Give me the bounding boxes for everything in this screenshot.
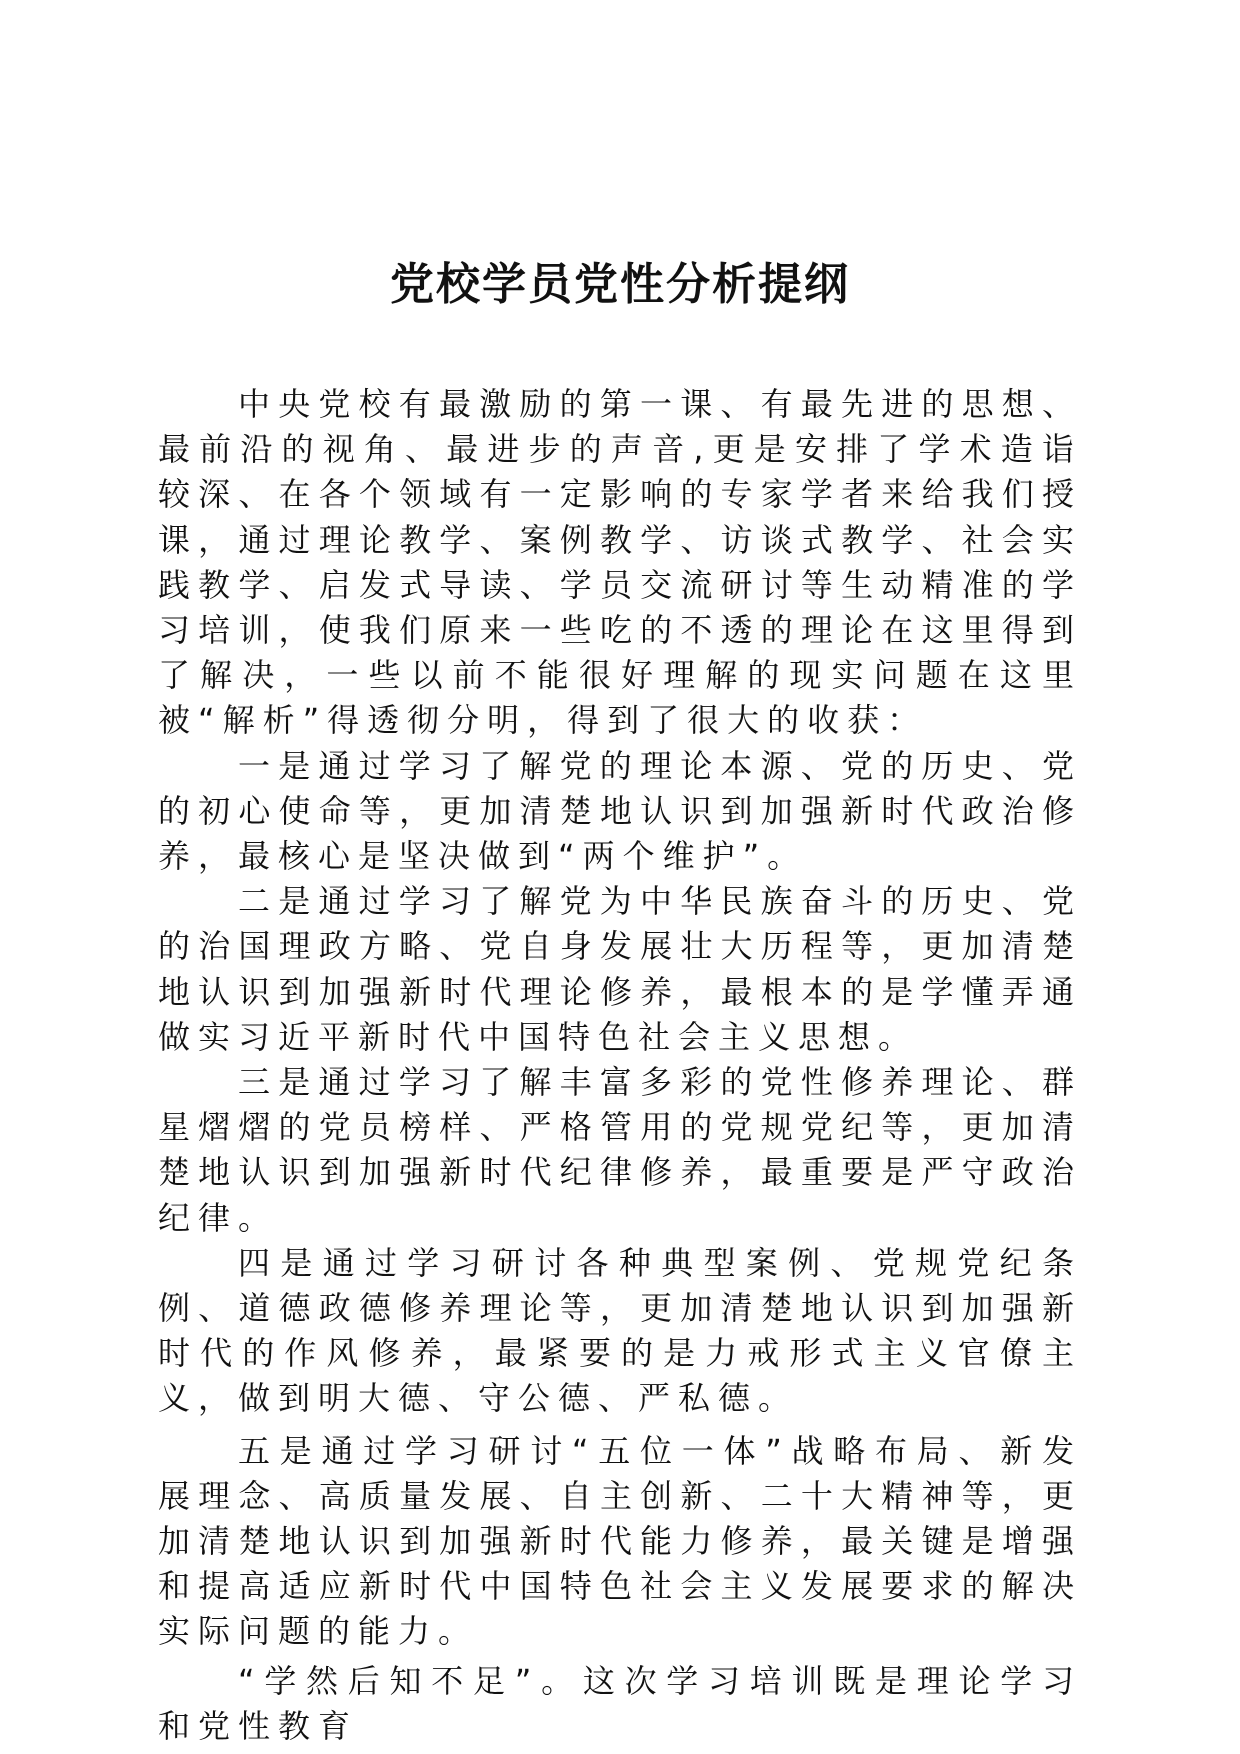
paragraph-point-2: 二是通过学习了解党为中华民族奋斗的历史、党的治国理政方略、党自身发展壮大历程等，更加清楚地认识到加强新时代理论修养，最根本的是学懂弄通做实习近平新时代中国特色社会主义思想。 xyxy=(158,882,1082,1056)
document-title: 党校学员党性分析提纲 xyxy=(390,259,850,310)
paragraph-intro: 中央党校有最激励的第一课、有最先进的思想、最前沿的视角、最进步的声音,更是安排了学术造诣较深、在各个领域有一定影响的专家学者来给我们授课，通过理论教学、案例教学、访谈式教学、社会实践教学、启发式导读、学员交流研讨等生动精准的学习培训，使我们原来一些吃的不透的理论在这里得到了解决，一些以前不能很好理解的现实问题在这里被“解析”得透彻分明，得到了很大的收获： xyxy=(158,385,1082,740)
paragraph-point-3: 三是通过学习了解丰富多彩的党性修养理论、群星熠熠的党员榜样、严格管用的党规党纪等，更加清楚地认识到加强新时代纪律修养，最重要是严守政治纪律。 xyxy=(158,1063,1082,1237)
paragraph-point-1: 一是通过学习了解党的理论本源、党的历史、党的初心使命等，更加清楚地认识到加强新时代政治修养，最核心是坚决做到“两个维护”。 xyxy=(158,746,1082,876)
paragraph-closing: “学然后知不足”。这次学习培训既是理论学习和党性教育 xyxy=(158,1661,1082,1745)
paragraph-point-5: 五是通过学习研讨“五位一体”战略布局、新发展理念、高质量发展、自主创新、二十大精神等，更加清楚地认识到加强新时代能力修养，最关键是增强和提高适应新时代中国特色社会主义发展要求的解决实际问题的能力。 xyxy=(158,1431,1082,1651)
document-body xyxy=(158,382,1082,1749)
paragraph-point-4: 四是通过学习研讨各种典型案例、党规党纪条例、道德政德修养理论等，更加清楚地认识到加强新时代的作风修养，最紧要的是力戒形式主义官僚主义，做到明大德、守公德、严私德。 xyxy=(158,1243,1082,1418)
